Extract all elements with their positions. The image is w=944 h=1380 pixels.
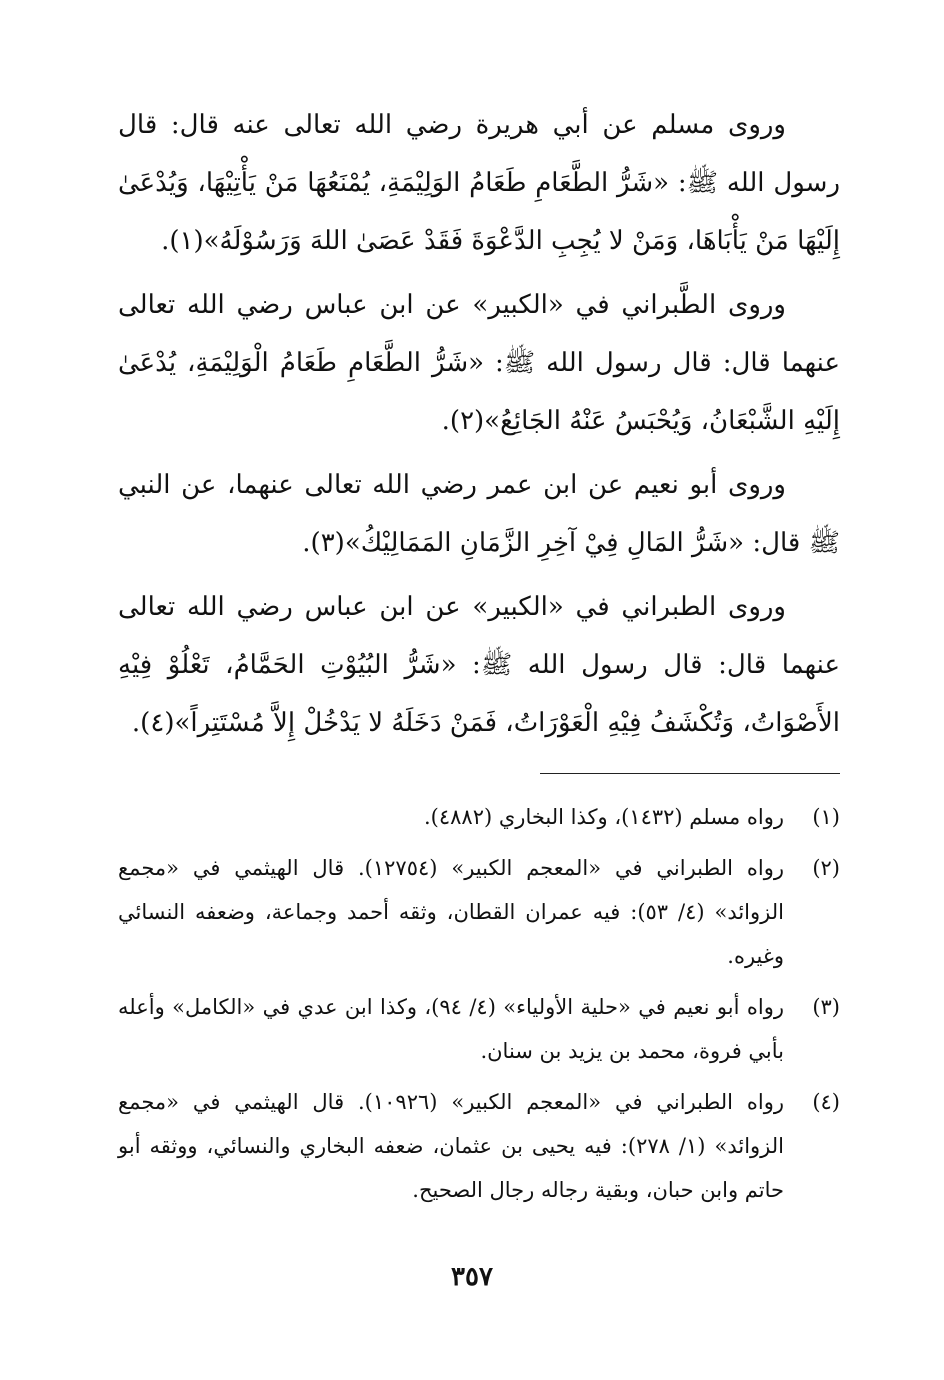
paragraph-text: وروى أبو نعيم عن ابن عمر رضي الله تعالى عنهما، عن النبي ﷺ قال: «شَرُّ المَالِ فِيْ آخِرِ الزَّمَانِ المَمَالِيْكُ»(٣). bbox=[118, 470, 840, 558]
paragraph bbox=[118, 96, 840, 270]
paragraph bbox=[118, 456, 840, 572]
footnote-text: رواه الطبراني في «المعجم الكبير» (١٠٩٢٦). قال الهيثمي في «مجمع الزوائد» (١/ ٢٧٨): فيه يحيى بن عثمان، ضعفه البخاري والنسائي، ووثقه أبو حاتم وابن حبان، وبقية رجاله رجال الصحيح. bbox=[118, 1090, 784, 1202]
footnote-number: (١) bbox=[812, 805, 840, 829]
footnote-separator bbox=[540, 773, 840, 774]
footnotes bbox=[118, 795, 840, 1219]
paragraph bbox=[118, 276, 840, 450]
footnote-text: رواه أبو نعيم في «حلية الأولياء» (٤/ ٩٤)، وكذا ابن عدي في «الكامل» وأعله بأبي فروة، محمد بن يزيد بن سنان. bbox=[118, 995, 784, 1063]
footnote bbox=[118, 795, 840, 839]
main-text bbox=[118, 96, 840, 758]
paragraph-text: وروى الطَّبراني في «الكبير» عن ابن عباس رضي الله تعالى عنهما قال: قال رسول الله ﷺ: «شَرُّ الطَّعَامِ طَعَامُ الْوَلِيْمَةِ، يُدْعَىٰ إِلَيْهِ الشَّبْعَانُ، وَيُحْبَسُ عَنْهُ الجَائِعُ»(٢). bbox=[118, 290, 840, 436]
footnote-number: (٣) bbox=[812, 995, 840, 1019]
footnote bbox=[118, 985, 840, 1073]
footnote bbox=[118, 1080, 840, 1212]
footnote-text: رواه الطبراني في «المعجم الكبير» (١٢٧٥٤). قال الهيثمي في «مجمع الزوائد» (٤/ ٥٣): فيه عمران القطان، وثقه أحمد وجماعة، وضعفه النسائي وغيره. bbox=[118, 856, 784, 968]
footnote bbox=[118, 846, 840, 978]
footnote-text: رواه مسلم (١٤٣٢)، وكذا البخاري (٤٨٨٢). bbox=[424, 805, 784, 829]
footnote-number: (٤) bbox=[812, 1090, 840, 1114]
paragraph-text: وروى الطبراني في «الكبير» عن ابن عباس رضي الله تعالى عنهما قال: قال رسول الله ﷺ: «شَرُّ البُيُوْتِ الحَمَّامُ، تَعْلُوْ فِيْهِ الأَصْوَاتُ، وَتُكْشَفُ فِيْهِ الْعَوْرَاتُ، فَمَنْ دَخَلَهُ لا يَدْخُلْ إِلاَّ مُسْتَتِراً»(٤). bbox=[118, 592, 840, 738]
paragraph-text: وروى مسلم عن أبي هريرة رضي الله تعالى عنه قال: قال رسول الله ﷺ: «شَرُّ الطَّعَامِ طَعَامُ الوَلِيْمَةِ، يُمْنَعُهَا مَنْ يَأْتِيْهَا، وَيُدْعَىٰ إِلَيْهَا مَنْ يَأْبَاهَا، وَمَنْ لا يُجِبِ الدَّعْوَةَ فَقَدْ عَصَىٰ اللهَ وَرَسُوْلَهُ»(١). bbox=[118, 110, 840, 256]
paragraph bbox=[118, 578, 840, 752]
footnote-number: (٢) bbox=[812, 856, 840, 880]
page-number: ٣٥٧ bbox=[451, 1262, 493, 1292]
